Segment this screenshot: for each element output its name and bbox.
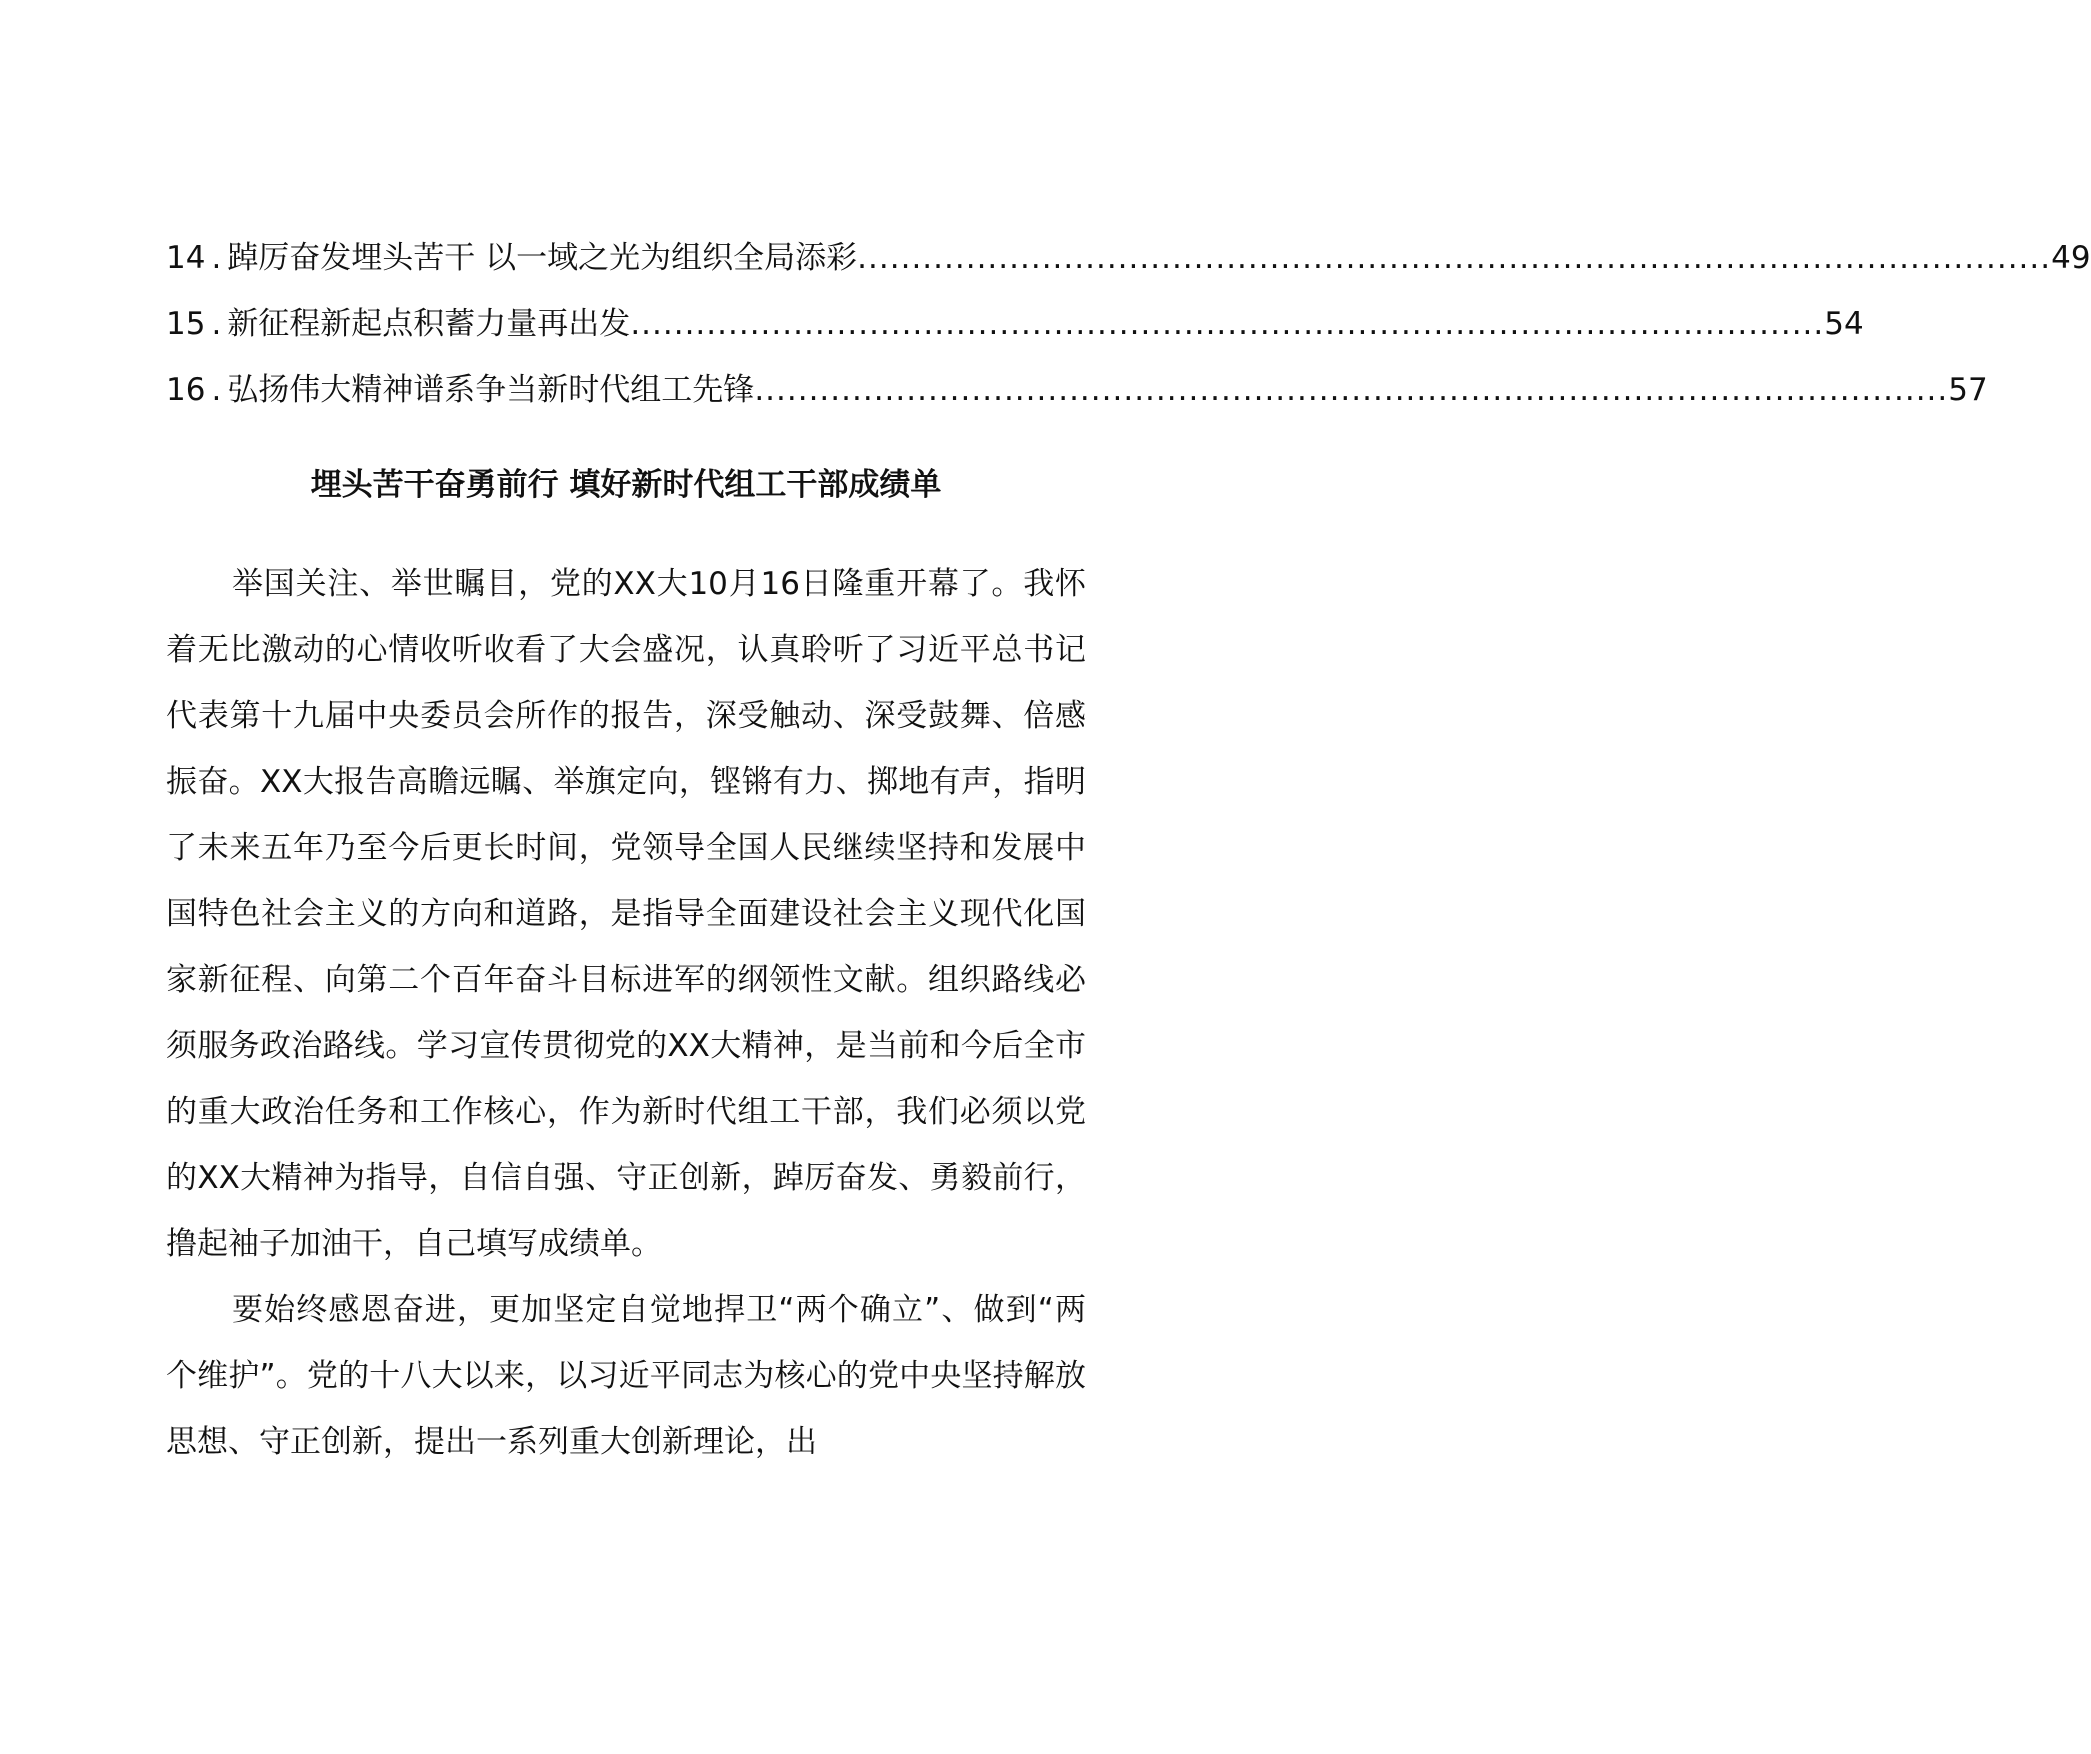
toc-entry-separator: . bbox=[211, 306, 222, 342]
toc-entry-page: 49 bbox=[2051, 240, 2091, 276]
article-body bbox=[166, 551, 1086, 1475]
toc-entry-title: 新征程新起点积蓄力量再出发 bbox=[227, 306, 631, 342]
article-paragraph: 举国关注、举世瞩目，党的XX大10月16日隆重开幕了。我怀着无比激动的心情收听收看了大会盛况，认真聆听了习近平总书记代表第十九届中央委员会所作的报告，深受触动、深受鼓舞、倍感振奋。XX大报告高瞻远瞩、举旗定向，铿锵有力、掷地有声，指明了未来五年乃至今后更长时间，党领导全国人民继续坚持和发展中国特色社会主义的方向和道路，是指导全面建设社会主义现代化国家新征程、向第二个百年奋斗目标进军的纲领性文献。组织路线必须服务政治路线。学习宣传贯彻党的XX大精神，是当前和今后全市的重大政治任务和工作核心，作为新时代组工干部，我们必须以党的XX大精神为指导，自信自强、守正创新，踔厉奋发、勇毅前行，撸起袖子加油干，自己填写成绩单。 bbox=[166, 566, 1086, 1262]
toc-entry-title: 踔厉奋发埋头苦干 以一域之光为组织全局添彩 bbox=[227, 240, 858, 276]
article-title: 埋头苦干奋勇前行 填好新时代组工干部成绩单 bbox=[310, 467, 942, 503]
toc-entry-separator: . bbox=[211, 372, 222, 408]
toc-entry[interactable] bbox=[166, 357, 1988, 423]
toc-leader-dots: .............................................................................................................. bbox=[857, 240, 2052, 276]
toc-entry-number: 16 bbox=[166, 372, 206, 408]
toc-entry-page: 54 bbox=[1824, 306, 1864, 342]
toc-entry-number: 14 bbox=[166, 240, 206, 276]
toc-leader-dots: .............................................................................................................. bbox=[754, 372, 1949, 408]
toc-entry[interactable] bbox=[166, 291, 1864, 357]
toc-entry-number: 15 bbox=[166, 306, 206, 342]
table-of-contents bbox=[166, 225, 2091, 423]
toc-leader-dots: .............................................................................................................. bbox=[630, 306, 1825, 342]
toc-entry[interactable] bbox=[166, 225, 2091, 291]
article-paragraph: 要始终感恩奋进，更加坚定自觉地捍卫“两个确立”、做到“两个维护”。党的十八大以来，以习近平同志为核心的党中央坚持解放思想、守正创新，提出一系列重大创新理论，出 bbox=[166, 1292, 1086, 1460]
toc-entry-title: 弘扬伟大精神谱系争当新时代组工先锋 bbox=[227, 372, 755, 408]
toc-entry-page: 57 bbox=[1948, 372, 1988, 408]
toc-entry-separator: . bbox=[211, 240, 222, 276]
